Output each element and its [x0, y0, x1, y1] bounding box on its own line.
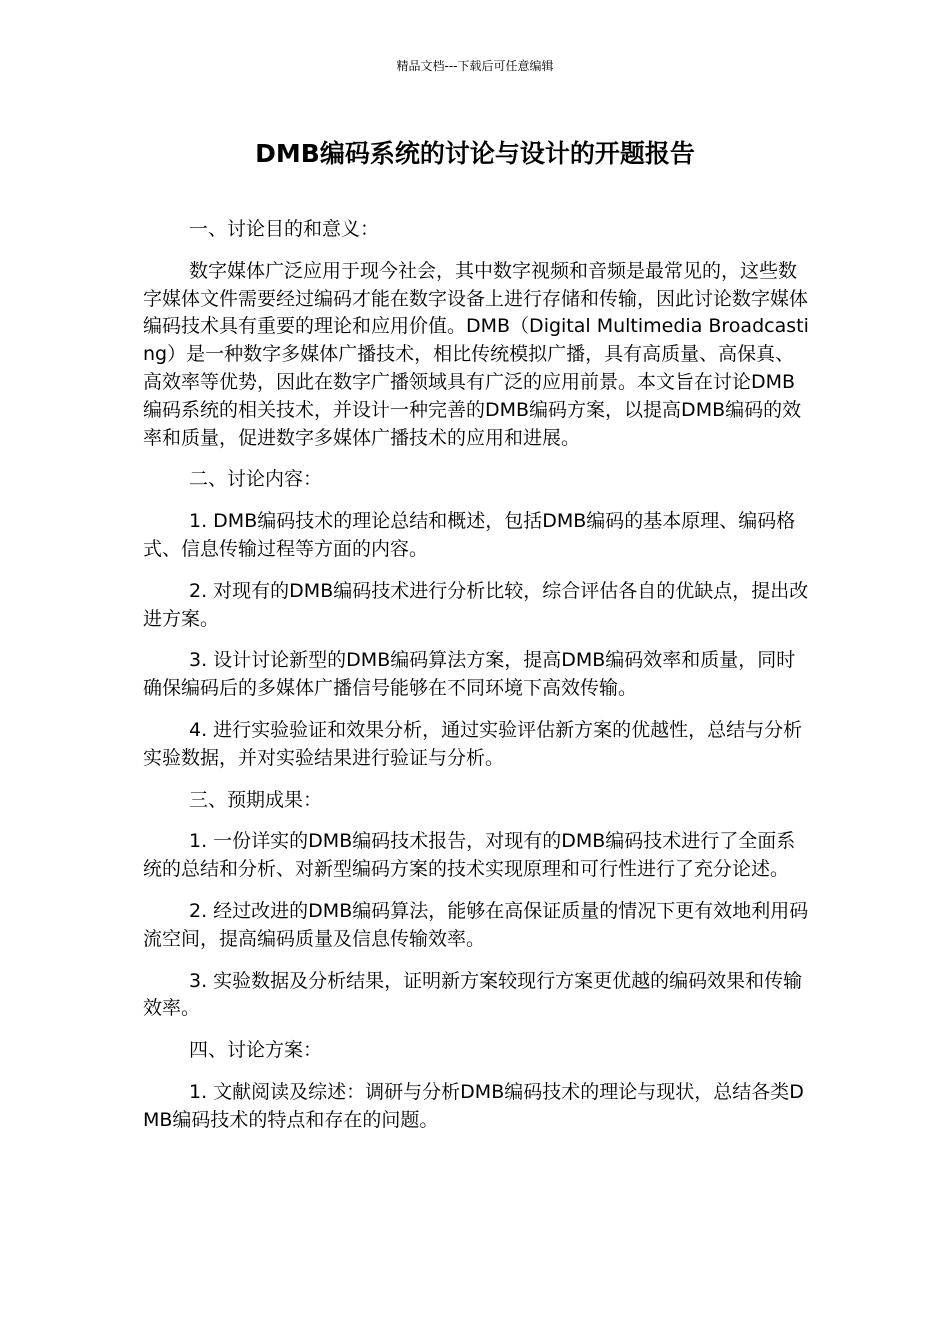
section-heading-results: 三、预期成果： [189, 788, 323, 811]
list-item-results-2: 2. 经过改进的DMB编码算法，能够在高保证质量的情况下更有效地利用码流空间，提高编码质量及信息传输效率。 [143, 899, 809, 950]
section-heading-content: 二、讨论内容： [189, 468, 323, 491]
paragraph-purpose: 数字媒体广泛应用于现今社会，其中数字视频和音频是最常见的，这些数字媒体文件需要经过编码才能在数字设备上进行存储和传输，因此讨论数字媒体编码技术具有重要的理论和应用价值。DMB（Digital Multimedia Broadcasting）是一种数字多媒体广播技术，相比传统模拟广播，具有高质量、高保真、高效率等优势，因此在数字广播领域具有广泛的应用前景。本文旨在讨论DMB编码系统的相关技术，并设计一种完善的DMB编码方案，以提高DMB编码的效率和质量，促进数字多媒体广播技术的应用和进展。 [143, 259, 809, 449]
section-heading-purpose: 一、讨论目的和意义： [189, 218, 380, 240]
page-header: 精品文档---下载后可任意编辑 [396, 59, 554, 73]
list-item-content-3: 3. 设计讨论新型的DMB编码算法方案，提高DMB编码效率和质量，同时确保编码后的多媒体广播信号能够在不同环境下高效传输。 [143, 649, 796, 700]
list-item-content-2: 2. 对现有的DMB编码技术进行分析比较，综合评估各自的优缺点，提出改进方案。 [143, 579, 809, 630]
list-item-content-4: 4. 进行实验验证和效果分析，通过实验评估新方案的优越性，总结与分析实验数据，并对实验结果进行验证与分析。 [143, 718, 803, 769]
section-heading-plan: 四、讨论方案： [189, 1039, 323, 1062]
list-item-plan-1: 1. 文献阅读及综述：调研与分析DMB编码技术的理论与现状，总结各类DMB编码技术的特点和存在的问题。 [143, 1080, 804, 1131]
document-body [143, 216, 811, 1149]
list-item-content-1: 1. DMB编码技术的理论总结和概述，包括DMB编码的基本原理、编码格式、信息传输过程等方面的内容。 [143, 510, 796, 560]
document-title: DMB编码系统的讨论与设计的开题报告 [255, 139, 695, 168]
list-item-results-3: 3. 实验数据及分析结果，证明新方案较现行方案更优越的编码效果和传输效率。 [143, 969, 803, 1020]
list-item-results-1: 1. 一份详实的DMB编码技术报告，对现有的DMB编码技术进行了全面系统的总结和分析、对新型编码方案的技术实现原理和可行性进行了充分论述。 [143, 830, 796, 881]
